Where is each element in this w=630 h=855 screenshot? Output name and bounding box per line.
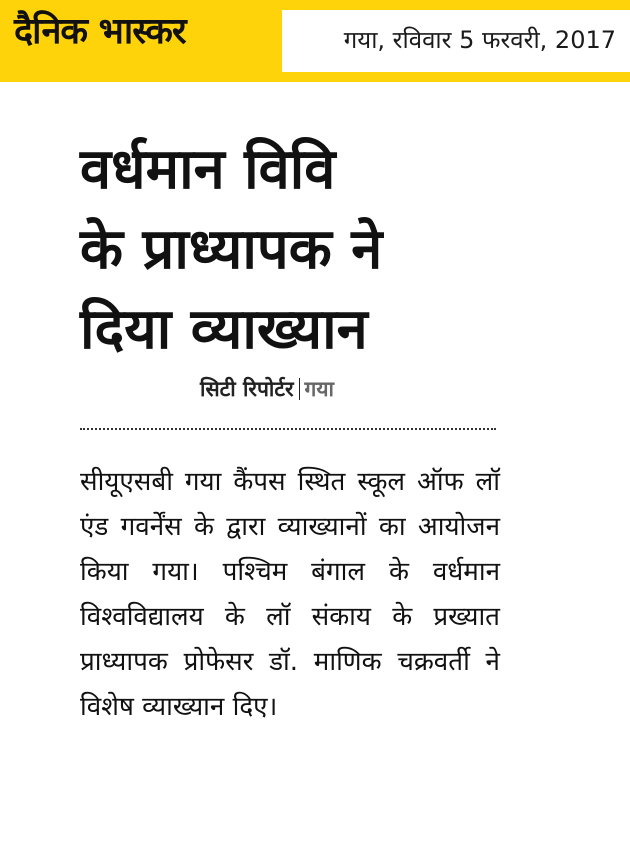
headline-line: वर्धमान विवि — [80, 137, 336, 202]
headline — [80, 130, 560, 370]
headline-line: के प्राध्यापक ने — [80, 217, 383, 282]
byline-separator — [299, 378, 300, 400]
byline-place: गया — [304, 377, 334, 401]
article-body: सीयूएसबी गया कैंपस स्थित स्कूल ऑफ लॉ एंड गवर्नेंस के द्वारा व्याख्यानों का आयोजन किया गया। पश्चिम बंगाल के वर्धमान विश्वविद्यालय के लॉ संकाय के प्रख्यात प्राध्यापक प्रोफेसर डॉ. माणिक चक्रवर्ती ने विशेष व्याख्यान दिए। — [80, 467, 500, 722]
newspaper-logo: दैनिक भास्कर — [14, 11, 186, 52]
dateline: गया, रविवार 5 फरवरी, 2017 — [343, 26, 616, 54]
headline-line: दिया व्याख्यान — [80, 297, 368, 362]
dotted-divider — [80, 428, 496, 430]
dateline-box — [282, 10, 630, 72]
byline-reporter: सिटी रिपोर्टर — [200, 377, 294, 401]
byline — [200, 378, 334, 400]
masthead — [0, 0, 630, 82]
